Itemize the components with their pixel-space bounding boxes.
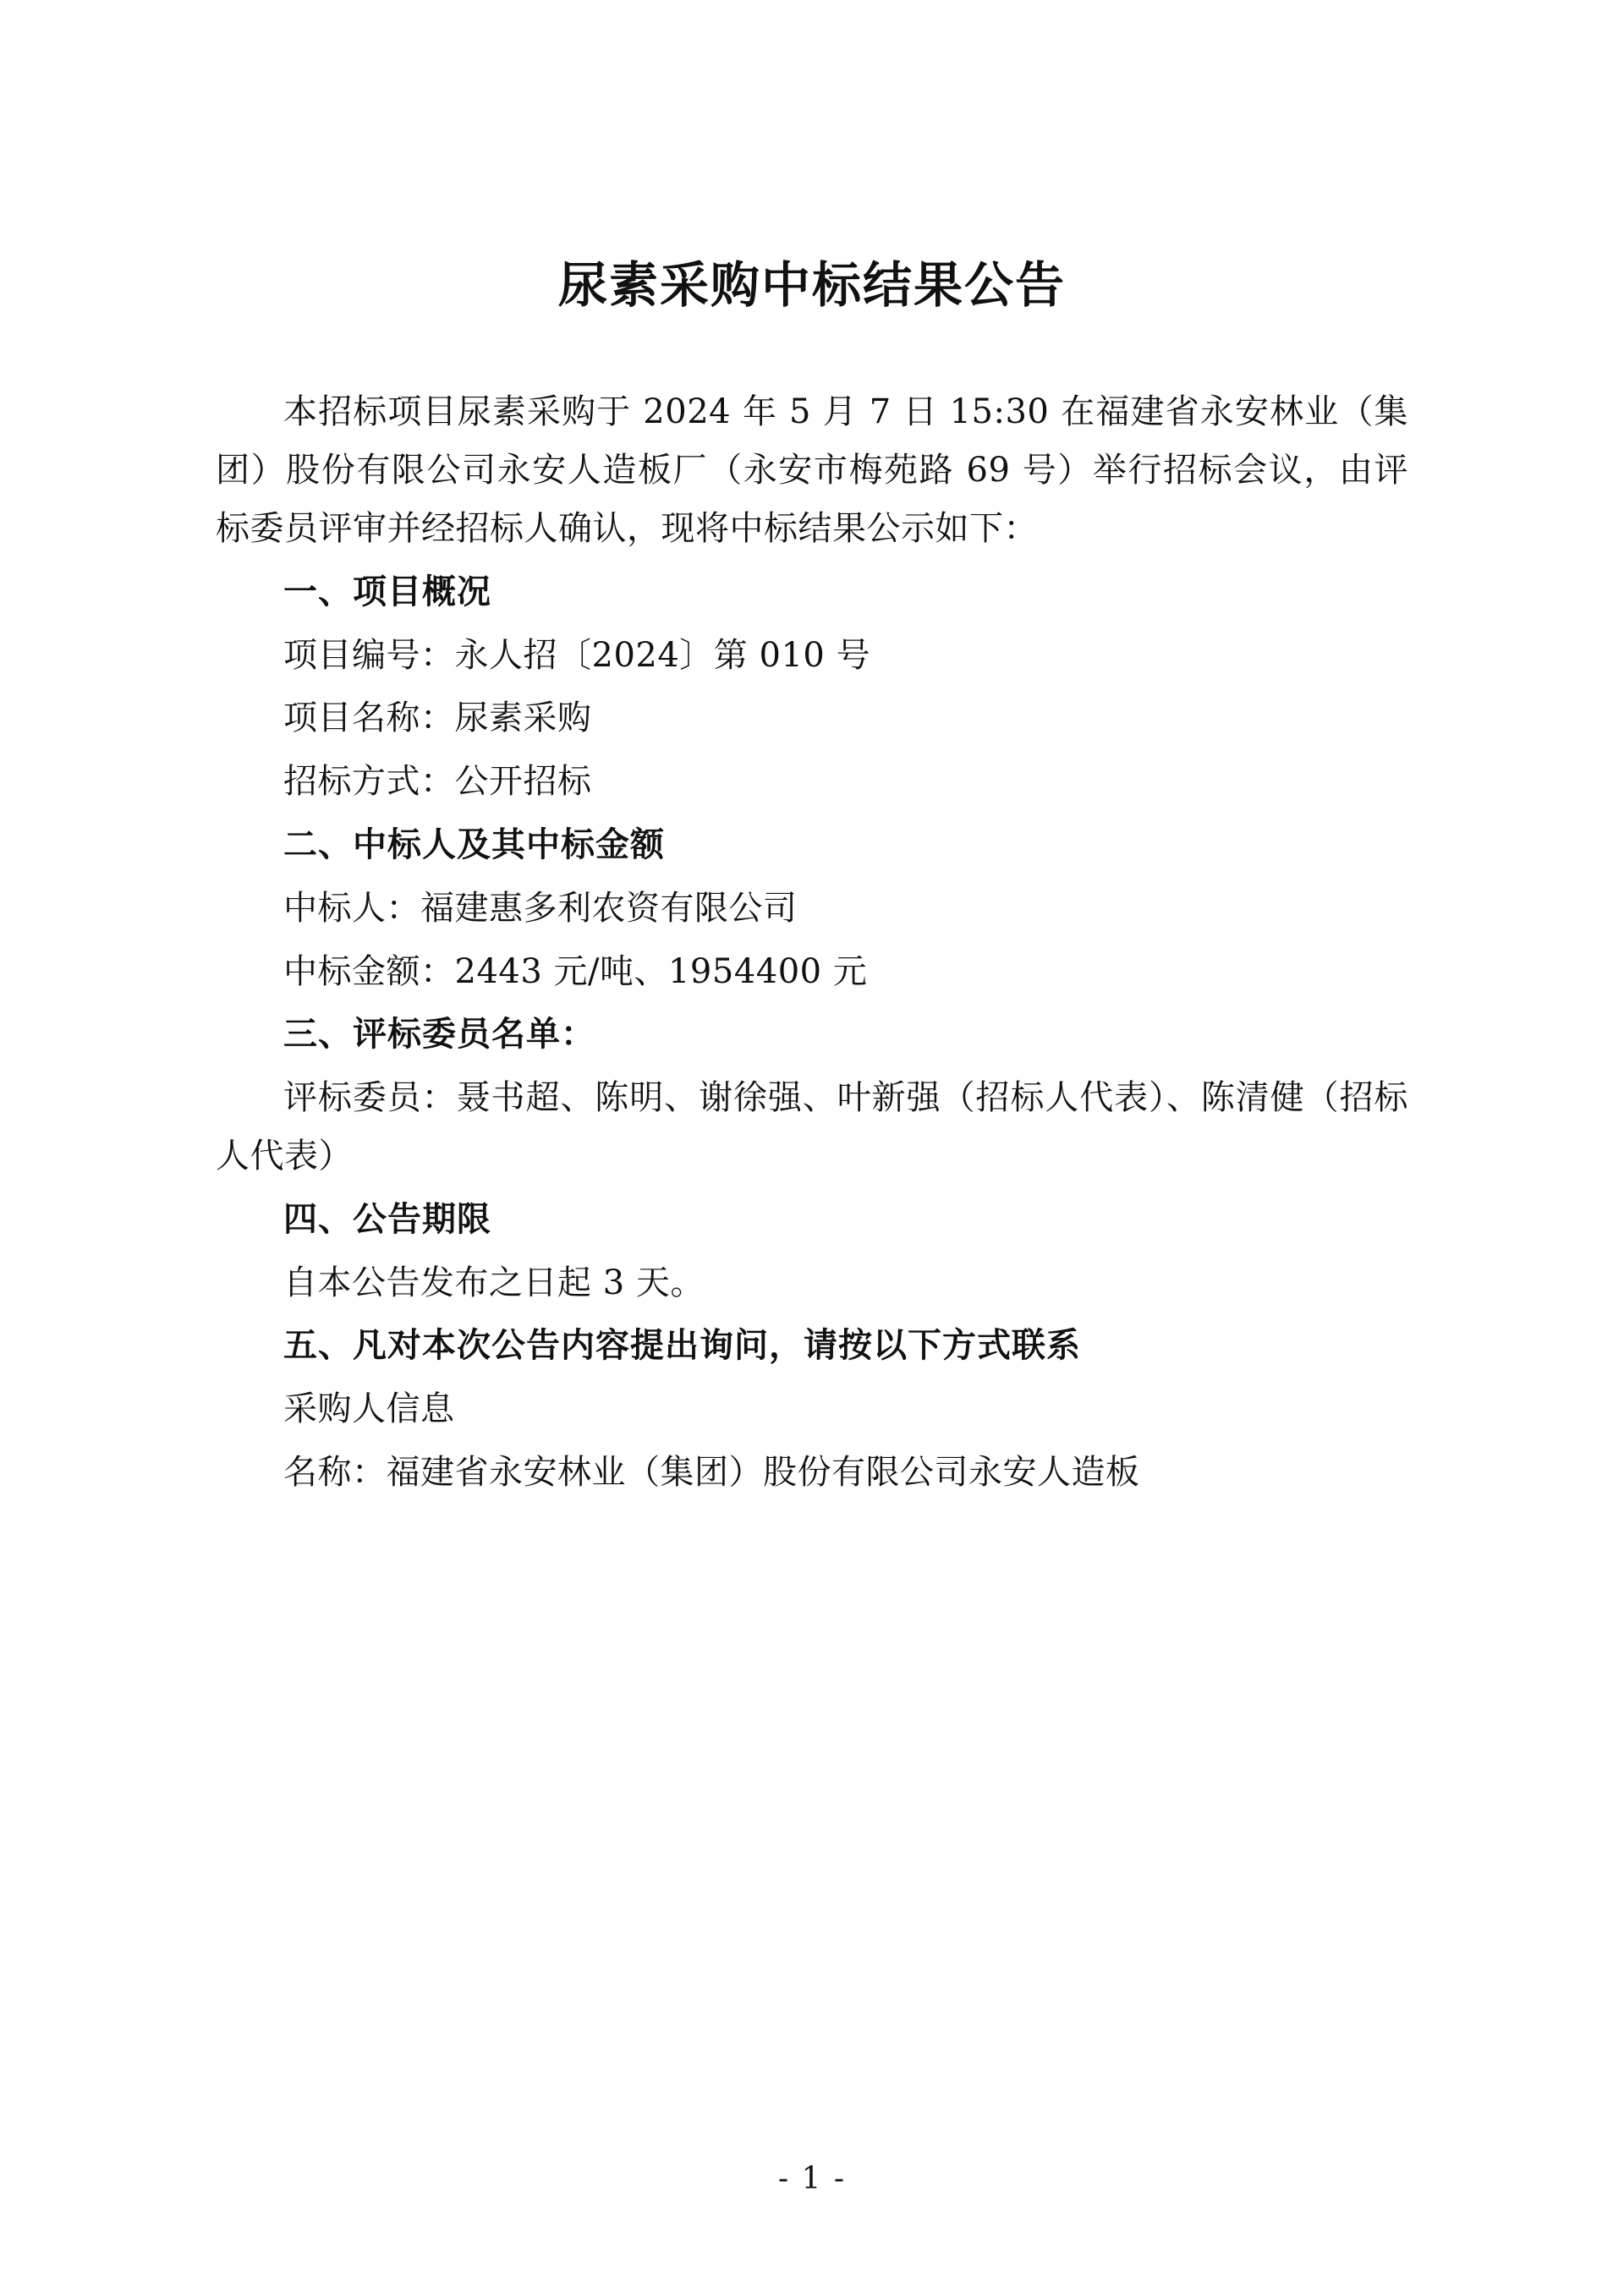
bidding-method: 招标方式：公开招标 (283, 762, 592, 802)
winning-bidder: 中标人：福建惠多利农资有限公司 (283, 888, 798, 928)
section-heading: 五、凡对本次公告内容提出询问，请按以下方式联系 (283, 1325, 1081, 1366)
section-committee (216, 1006, 1408, 1185)
section-heading: 一、项目概况 (283, 571, 491, 611)
project-number: 项目编号：永人招〔2024〕第 010 号 (283, 635, 871, 675)
project-name: 项目名称：尿素采购 (283, 699, 592, 738)
section-winner (216, 816, 1408, 1000)
section-project-overview (216, 563, 1408, 811)
page-number: - 1 - (777, 2162, 847, 2196)
section-heading: 二、中标人及其中标金额 (283, 824, 665, 864)
notice-period-text: 自本公告发布之日起 3 天。 (283, 1263, 705, 1302)
intro-paragraph: 本招标项目尿素采购于 2024 年 5 月 7 日 15:30 在福建省永安林业（集团）股份有限公司永安人造板厂（永安市梅苑路 69 号）举行招标会议，由评标委员评审并经招标人确认，现将中标结果公示如下： (216, 392, 1408, 548)
purchaser-name: 名称：福建省永安林业（集团）股份有限公司永安人造板 (283, 1452, 1140, 1492)
committee-members: 评标委员：聂书超、陈明、谢徐强、叶新强（招标人代表）、陈清健（招标人代表） (216, 1078, 1408, 1175)
purchaser-info-label: 采购人信息 (283, 1389, 455, 1429)
section-heading: 四、公告期限 (283, 1198, 491, 1239)
winning-amount: 中标金额：2443 元/吨、1954400 元 (283, 951, 868, 991)
section-contact (216, 1317, 1408, 1501)
section-heading: 三、评标委员名单： (283, 1014, 595, 1055)
page-title: 尿素采购中标结果公告 (557, 256, 1066, 314)
section-notice-period (216, 1191, 1408, 1312)
